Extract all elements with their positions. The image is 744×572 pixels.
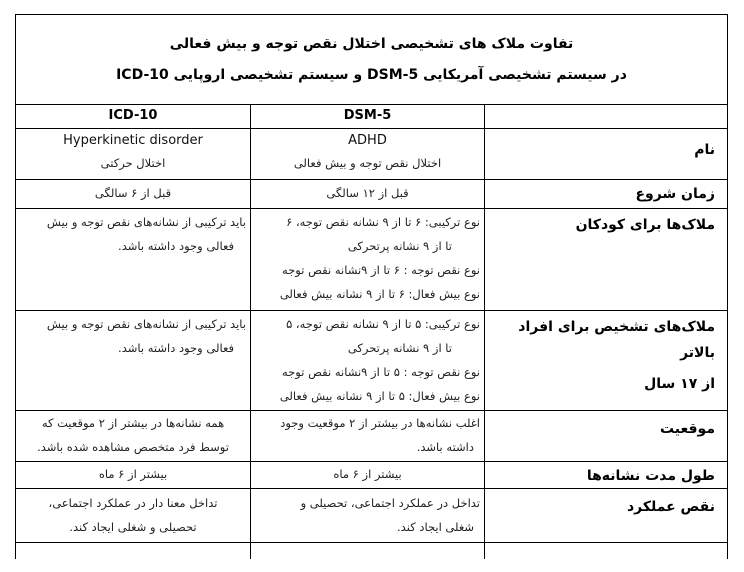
cell-line: داشته باشد. bbox=[416, 440, 474, 454]
row-label-adults bbox=[485, 314, 715, 402]
cell-line: نوع نقص توجه : ۶ تا از ۹نشانه نقص توجه bbox=[282, 263, 480, 277]
cell-line: تا از ۹ نشانه پرتحرکی bbox=[347, 239, 452, 253]
row-divider bbox=[15, 208, 728, 209]
cell-line: ADHD bbox=[348, 133, 387, 148]
cell-line: همه نشانه‌ها در بیشتر از ۲ موقعیت که bbox=[41, 416, 225, 430]
cell-line: اختلال حرکتی bbox=[100, 156, 166, 170]
cell-dsm-children bbox=[254, 210, 480, 306]
row-label-line: از ۱۷ سال bbox=[644, 376, 715, 392]
cell-icd-situation bbox=[16, 411, 250, 459]
row-divider bbox=[15, 128, 728, 129]
cell-dsm-name bbox=[251, 130, 484, 174]
cell-line: اختلال نقص توجه و بیش فعالی bbox=[293, 156, 442, 170]
row-label-duration: طول مدت نشانه‌ها bbox=[586, 468, 715, 484]
cell-line: نوع ترکیبی: ۶ تا از ۹ نشانه نقص توجه، ۶ bbox=[286, 215, 480, 229]
cell-line: فعالی وجود داشته باشد. bbox=[118, 239, 234, 253]
table-title-line2: در سیستم تشخیصی آمریکایی DSM-5 و سیستم تشخیصی اروپایی ICD-10 bbox=[116, 67, 627, 83]
row-label-line: ملاک‌های تشخیص برای افراد بالاتر bbox=[518, 319, 715, 361]
cell-icd-name bbox=[16, 130, 250, 174]
cell-line: توسط فرد متخصص مشاهده شده باشد. bbox=[37, 440, 229, 454]
cell-dsm-duration: بیشتر از ۶ ماه bbox=[333, 467, 402, 481]
cell-line: نوع بیش فعال: ۶ تا از ۹ نشانه بیش فعالی bbox=[279, 287, 480, 301]
cell-dsm-impairment bbox=[254, 491, 480, 539]
cell-line: نوع بیش فعال: ۵ تا از ۹ نشانه بیش فعالی bbox=[279, 389, 480, 403]
row-label-situation: موقعیت bbox=[659, 421, 715, 437]
table-border-right bbox=[727, 14, 728, 559]
row-divider bbox=[15, 542, 728, 543]
cell-icd-onset: قبل از ۶ سالگی bbox=[94, 186, 172, 200]
cell-dsm-onset: قبل از ۱۲ سالگی bbox=[326, 186, 409, 200]
row-label-onset: زمان شروع bbox=[635, 186, 715, 202]
cell-dsm-situation bbox=[254, 411, 480, 459]
row-label-impairment: نقص عملکرد bbox=[626, 499, 715, 515]
table-border-top bbox=[15, 14, 728, 15]
cell-line: تحصیلی و شغلی ایجاد کند. bbox=[69, 520, 197, 534]
cell-line: فعالی وجود داشته باشد. bbox=[118, 341, 234, 355]
cell-line: باید ترکیبی از نشانه‌های نقص توجه و بیش bbox=[46, 215, 246, 229]
cell-line: تداخل در عملکرد اجتماعی، تحصیلی و bbox=[300, 496, 480, 510]
column-header-dsm5: DSM-5 bbox=[343, 108, 392, 123]
cell-icd-duration: بیشتر از ۶ ماه bbox=[98, 467, 168, 481]
cell-line: شغلی ایجاد کند. bbox=[397, 520, 474, 534]
row-divider bbox=[15, 179, 728, 180]
cell-line: نوع ترکیبی: ۵ تا از ۹ نشانه نقص توجه، ۵ bbox=[286, 317, 480, 331]
cell-icd-children bbox=[19, 210, 246, 258]
row-divider bbox=[15, 310, 728, 311]
row-label-name: نام bbox=[694, 142, 715, 158]
cell-line: باید ترکیبی از نشانه‌های نقص توجه و بیش bbox=[46, 317, 246, 331]
cell-dsm-adults bbox=[254, 312, 480, 408]
cell-line: Hyperkinetic disorder bbox=[63, 133, 203, 148]
table-title-line1: تفاوت ملاک های تشخیصی اختلال نقص توجه و بیش فعالی bbox=[169, 36, 574, 52]
row-label-children: ملاک‌ها برای کودکان bbox=[575, 217, 715, 233]
cell-icd-impairment bbox=[16, 491, 250, 539]
cell-line: نوع نقص توجه : ۵ تا از ۹نشانه نقص توجه bbox=[282, 365, 480, 379]
column-header-icd10: ICD-10 bbox=[108, 108, 158, 123]
cell-icd-adults bbox=[19, 312, 246, 360]
cell-line: تا از ۹ نشانه پرتحرکی bbox=[347, 341, 452, 355]
cell-line: تداخل معنا دار در عملکرد اجتماعی، bbox=[48, 496, 218, 510]
cell-line: اغلب نشانه‌ها در بیشتر از ۲ موقعیت وجود bbox=[280, 416, 480, 430]
